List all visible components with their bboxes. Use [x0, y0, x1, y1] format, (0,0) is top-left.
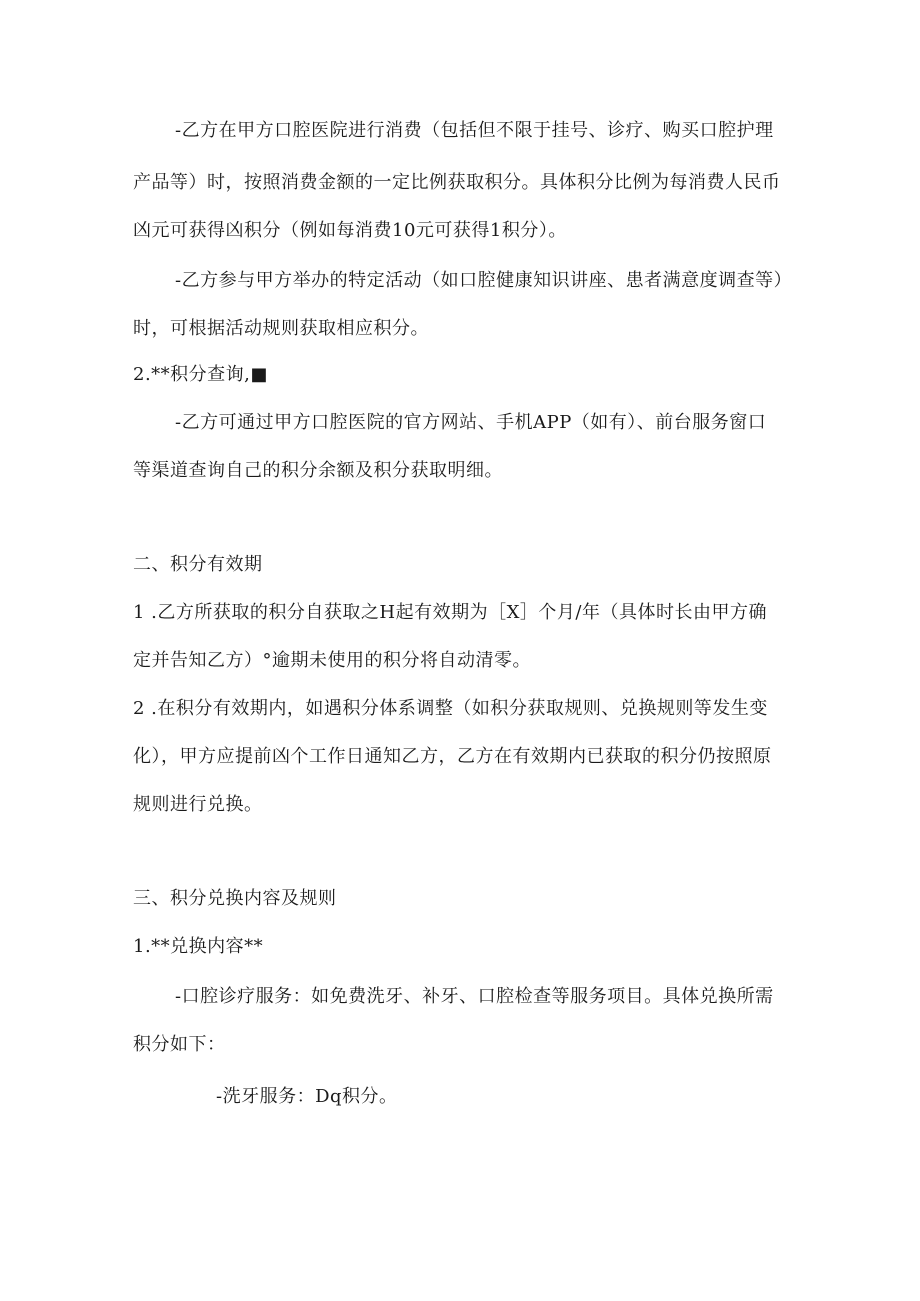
paragraph-line: 定并告知乙方）°逾期未使用的积分将自动清零。	[133, 650, 531, 671]
paragraph-line: -口腔诊疗服务：如免费洗牙、补牙、口腔检查等服务项目。具体兑换所需	[175, 986, 774, 1007]
paragraph-line: 规则进行兑换。	[133, 794, 263, 815]
paragraph-line: 时，可根据活动规则获取相应积分。	[133, 318, 429, 339]
paragraph-line: 产品等）时，按照消费金额的一定比例获取积分。具体积分比例为每消费人民币	[133, 172, 781, 193]
list-item-heading: 1.**兑换内容**	[133, 936, 264, 957]
paragraph-line: 等渠道查询自己的积分余额及积分获取明细。	[133, 460, 503, 481]
list-item-heading: 2.**积分查询,■	[133, 364, 268, 385]
paragraph-line: -乙方参与甲方举办的特定活动（如口腔健康知识讲座、患者满意度调查等）	[175, 270, 793, 291]
paragraph-line: 凶元可获得凶积分（例如每消费10元可获得1积分）。	[133, 220, 567, 241]
paragraph-line: 积分如下：	[133, 1034, 226, 1055]
paragraph-line: 化），甲方应提前凶个工作日通知乙方，乙方在有效期内已获取的积分仍按照原	[133, 746, 772, 767]
paragraph-line: -乙方在甲方口腔医院进行消费（包括但不限于挂号、诊疗、购买口腔护理	[175, 120, 774, 141]
paragraph-line: 2 .在积分有效期内，如遇积分体系调整（如积分获取规则、兑换规则等发生变	[133, 698, 768, 719]
section-heading: 二、积分有效期	[133, 554, 263, 575]
paragraph-line: 1 .乙方所获取的积分自获取之H起有效期为［X］个月/年（具体时长由甲方确	[133, 602, 767, 623]
paragraph-line: -洗牙服务：Dq积分。	[216, 1086, 398, 1107]
paragraph-line: -乙方可通过甲方口腔医院的官方网站、手机APP（如有）、前台服务窗口	[175, 412, 767, 433]
section-heading: 三、积分兑换内容及规则	[133, 888, 337, 909]
